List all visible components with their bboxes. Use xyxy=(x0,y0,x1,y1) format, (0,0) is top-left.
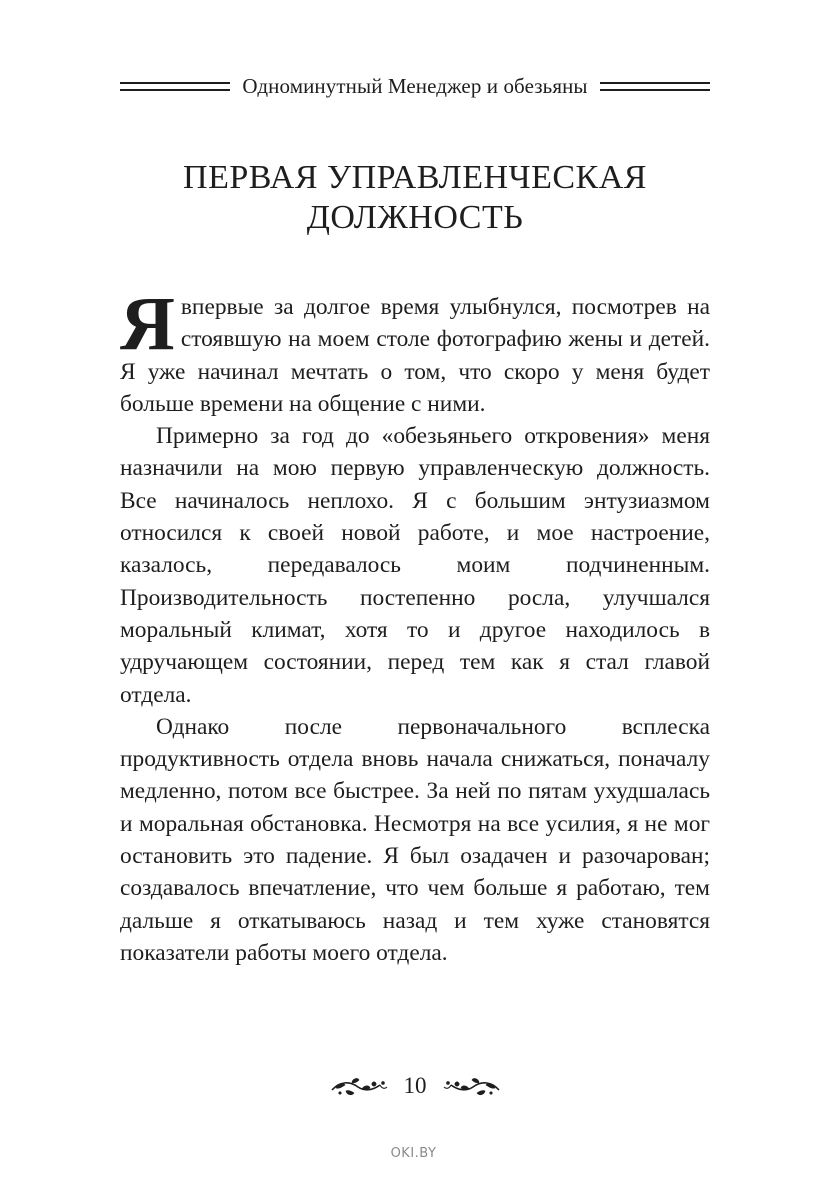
paragraph-2 xyxy=(120,420,710,711)
floral-ornament-left-icon xyxy=(330,1075,388,1097)
running-title: Одноминутный Менеджер и обезьяны xyxy=(242,73,588,98)
paragraph-1-text: впервые за долгое время улыбнулся, посмотрев на стоявшую на моем столе фотографию жены и детей. Я уже начинал мечтать о том, что скоро у меня будет больше времени на общение с ними. xyxy=(120,294,710,417)
paragraph-3 xyxy=(120,711,710,969)
drop-cap: Я xyxy=(120,282,175,366)
page-footer xyxy=(320,1068,510,1104)
chapter-title xyxy=(120,158,710,238)
running-header xyxy=(120,72,710,100)
paragraph-2-text: Примерно за год до «обезьяньего откровения» меня назначили на мою первую управленческую должность. Все начиналось неплохо. Я с большим энтузиазмом относился к своей новой работе, и мое настроение, казалось, передавалось моим подчиненным. Производительность постепенно росла, улучшался моральный климат, хотя то и другое находилось в удручающем состоянии, перед тем как я стал главой отдела. xyxy=(120,423,710,708)
paragraph-3-text: Однако после первоначального всплеска продуктивность отдела вновь начала снижаться, поначалу медленно, потом все быстрее. За ней по пятам ухудшалась и моральная обстановка. Несмотря на все усилия, я не мог остановить это падение. Я был озадачен и разочарован; создавалось впечатление, что чем больше я работаю, тем дальше я откатываюсь назад и тем хуже становятся показатели работы моего отдела. xyxy=(120,713,710,966)
page-number: 10 xyxy=(403,1073,427,1098)
floral-ornament-right-icon xyxy=(443,1075,501,1097)
header-rule-left xyxy=(120,82,230,91)
paragraph-1 xyxy=(120,282,710,420)
header-rule-right xyxy=(600,82,710,91)
chapter-title-line-2: ДОЛЖНОСТЬ xyxy=(306,199,524,236)
body-text xyxy=(120,282,710,969)
chapter-title-line-1: ПЕРВАЯ УПРАВЛЕНЧЕСКАЯ xyxy=(183,159,647,196)
watermark: OKI.BY xyxy=(390,1146,437,1161)
